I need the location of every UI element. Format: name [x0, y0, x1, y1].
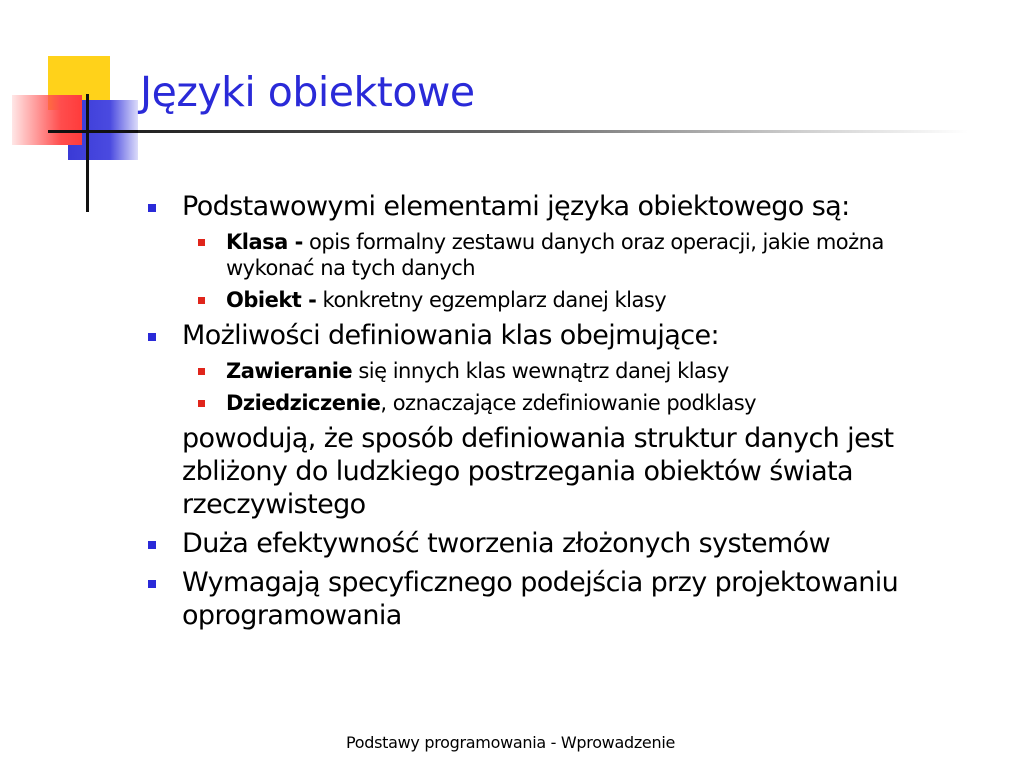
- title-rule: [138, 130, 968, 133]
- term: Zawieranie: [226, 359, 353, 383]
- continuation-text: powodują, że sposób definiowania struktur danych jest zbliżony do ludzkiego postrzegania obiektów świata rzeczywistego: [182, 423, 894, 520]
- sub-bullet-item: [226, 229, 966, 281]
- sub-bullet-item: [226, 287, 966, 313]
- sub-bullet-item: [226, 358, 966, 384]
- definition: , oznaczające zdefiniowanie podklasy: [380, 391, 757, 415]
- bullet-item: [146, 566, 986, 632]
- bullet-text: Podstawowymi elementami języka obiektowego są:: [182, 191, 850, 222]
- term: Klasa -: [226, 230, 303, 254]
- bullet-item: [146, 527, 986, 560]
- bullet-text: Duża efektywność tworzenia złożonych systemów: [182, 528, 831, 559]
- definition: konkretny egzemplarz danej klasy: [316, 288, 667, 312]
- horizontal-line: [48, 130, 138, 133]
- square-bullet-icon: [198, 400, 205, 407]
- vertical-line: [86, 94, 89, 212]
- square-bullet-icon: [198, 368, 205, 375]
- term: Dziedziczenie: [226, 391, 381, 415]
- slide-title: Języki obiektowe: [140, 68, 475, 116]
- square-bullet-icon: [198, 297, 205, 304]
- square-bullet-icon: [148, 333, 156, 341]
- red-square: [12, 95, 82, 145]
- square-bullet-icon: [148, 541, 156, 549]
- bullet-text: Możliwości definiowania klas obejmujące:: [182, 320, 719, 351]
- square-bullet-icon: [148, 580, 156, 588]
- bullet-item: [146, 319, 986, 352]
- sub-bullet-item: [226, 390, 966, 416]
- footer-text: Podstawy programowania - Wprowadzenie: [346, 733, 676, 752]
- term: Obiekt -: [226, 288, 317, 312]
- bullet-text: Wymagają specyficznego podejścia przy projektowaniu oprogramowania: [182, 567, 899, 631]
- square-bullet-icon: [148, 204, 156, 212]
- definition: opis formalny zestawu danych oraz operacji, jakie można wykonać na tych danych: [226, 230, 884, 280]
- bullet-item: [146, 190, 986, 223]
- square-bullet-icon: [198, 239, 205, 246]
- definition: się innych klas wewnątrz danej klasy: [352, 359, 729, 383]
- slide-content: [146, 190, 986, 638]
